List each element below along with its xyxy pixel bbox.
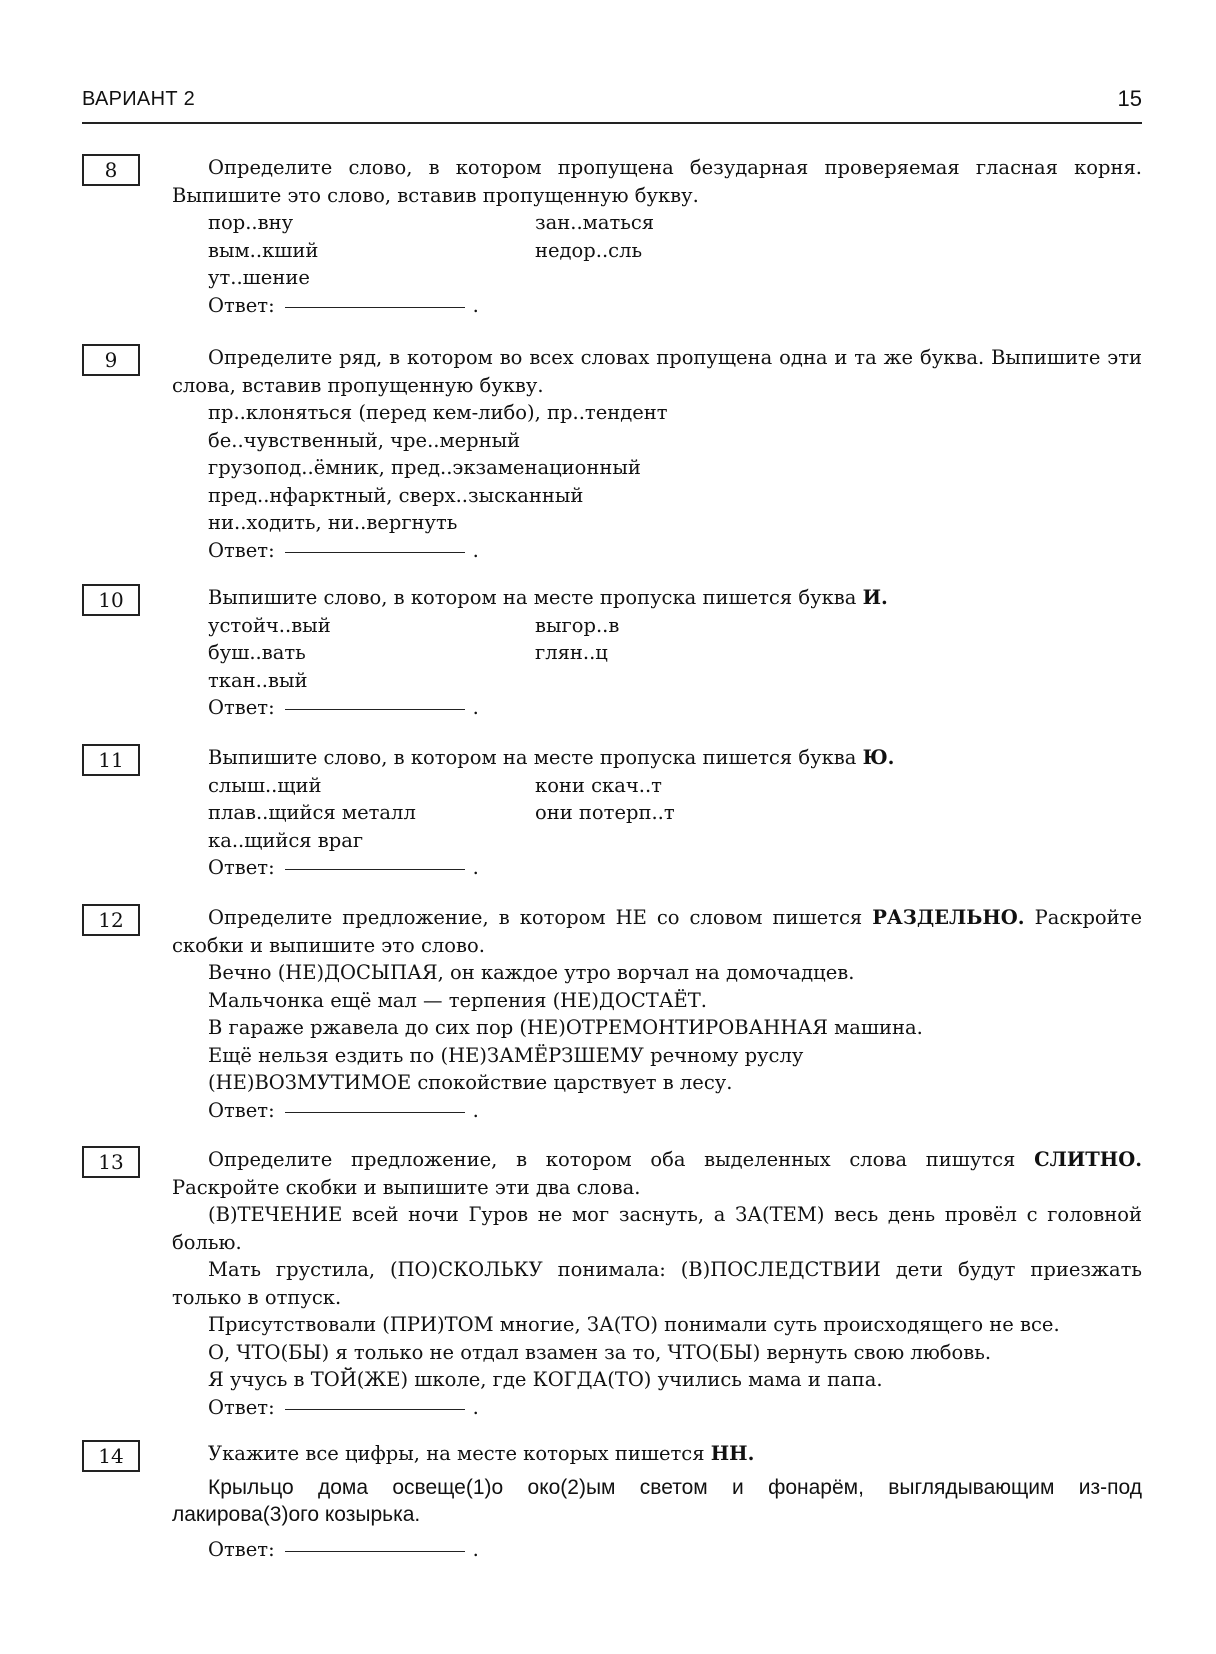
word-option: вым..кший bbox=[208, 238, 319, 262]
task-number-box: 9 bbox=[82, 344, 140, 376]
answer-label: Ответ: bbox=[208, 1537, 275, 1561]
answer-line: Ответ: . bbox=[208, 696, 479, 719]
word-option: буш..вать bbox=[208, 641, 306, 664]
answer-label: Ответ: bbox=[208, 293, 275, 317]
task-instruction: Укажите все цифры, на месте которых пишется НН. bbox=[208, 1442, 755, 1465]
task-8 bbox=[82, 154, 1142, 319]
sentence: Мальчонка ещё мал — терпения (НЕ)ДОСТАЁТ. bbox=[208, 988, 707, 1012]
task-instruction: Выпишите слово, в котором на месте пропуска пишется буква Ю. bbox=[208, 746, 895, 769]
task-13 bbox=[82, 1146, 1142, 1421]
word-options bbox=[172, 772, 1142, 855]
word-option: плав..щийся металл bbox=[208, 801, 416, 824]
word-rows bbox=[172, 399, 1142, 537]
word-row: пред..нфарктный, сверх..зысканный bbox=[208, 483, 584, 507]
answer-line: Ответ: . bbox=[208, 538, 479, 562]
keyword: РАЗДЕЛЬНО. bbox=[872, 906, 1025, 929]
keyword: СЛИТНО. bbox=[1034, 1148, 1142, 1171]
answer-line: Ответ: . bbox=[208, 1395, 479, 1419]
keyword: НН. bbox=[710, 1442, 755, 1465]
task-instruction: Определите слово, в котором пропущена безударная проверяемая гласная корня. Выпишите это слово, вставив пропущенную букву. bbox=[172, 156, 1142, 207]
word-option: кони скач..т bbox=[535, 773, 662, 797]
sentence: Я учусь в ТОЙ(ЖЕ) школе, где КОГДА(ТО) учились мама и папа. bbox=[208, 1368, 883, 1391]
answer-field[interactable] bbox=[285, 551, 465, 553]
word-option: ка..щийся враг bbox=[208, 828, 364, 852]
word-option: глян..ц bbox=[535, 641, 608, 664]
answer-field[interactable] bbox=[285, 1550, 465, 1552]
answer-field[interactable] bbox=[285, 708, 465, 710]
sentence: Вечно (НЕ)ДОСЫПАЯ, он каждое утро ворчал на домочадцев. bbox=[208, 961, 855, 984]
task-number-box: 14 bbox=[82, 1440, 140, 1472]
word-option: ут..шение bbox=[208, 266, 310, 289]
answer-label: Ответ: bbox=[208, 1395, 275, 1419]
word-option: ткан..вый bbox=[208, 668, 308, 692]
word-row: бе..чувственный, чре..мерный bbox=[208, 428, 521, 452]
task-11 bbox=[82, 744, 1142, 882]
word-option: пор..вну bbox=[208, 211, 294, 234]
word-row: пр..клоняться (перед кем-либо), пр..тендент bbox=[208, 401, 668, 424]
task-instruction: Определите ряд, в котором во всех словах пропущена одна и та же буква. Выпишите эти слова, вставив пропущенную букву. bbox=[172, 346, 1142, 397]
task-number-box: 12 bbox=[82, 904, 140, 936]
answer-line: Ответ: . bbox=[208, 1098, 479, 1122]
word-option: они потерп..т bbox=[535, 801, 675, 824]
task-sentence: Крыльцо дома освеще(1)о око(2)ым светом и фонарём, выглядывающим из-под лакирова(3)ого козырька. bbox=[172, 1475, 1142, 1526]
answer-field[interactable] bbox=[285, 868, 465, 870]
answer-field[interactable] bbox=[285, 1111, 465, 1113]
answer-line: Ответ: . bbox=[208, 856, 479, 879]
word-row: ни..ходить, ни..вергнуть bbox=[208, 511, 458, 534]
sentence: В гараже ржавела до сих пор (НЕ)ОТРЕМОНТИРОВАННАЯ машина. bbox=[208, 1016, 923, 1039]
word-row: грузопод..ёмник, пред..экзаменационный bbox=[208, 456, 641, 479]
answer-label: Ответ: bbox=[208, 538, 275, 562]
task-instruction: Определите предложение, в котором НЕ со словом пишется РАЗДЕЛЬНО. Раскройте скобки и выпишите это слово. bbox=[172, 906, 1142, 957]
sentence: Присутствовали (ПРИ)ТОМ многие, ЗА(ТО) понимали суть происходящего не все. bbox=[208, 1313, 1060, 1336]
task-14 bbox=[82, 1440, 1142, 1563]
answer-line: Ответ: . bbox=[208, 1537, 479, 1561]
sentence: Мать грустила, (ПО)СКОЛЬКУ понимала: (В)ПОСЛЕДСТВИИ дети будут приезжать только в отпуск. bbox=[172, 1258, 1142, 1309]
task-number-box: 11 bbox=[82, 744, 140, 776]
word-options bbox=[172, 612, 1142, 695]
task-instruction: Выпишите слово, в котором на месте пропуска пишется буква И. bbox=[208, 586, 888, 609]
variant-title: ВАРИАНТ 2 bbox=[82, 88, 196, 110]
task-number-box: 8 bbox=[82, 154, 140, 186]
page-header bbox=[82, 86, 1142, 124]
task-number-box: 13 bbox=[82, 1146, 140, 1178]
answer-field[interactable] bbox=[285, 1408, 465, 1410]
task-10 bbox=[82, 584, 1142, 722]
answer-field[interactable] bbox=[285, 306, 465, 308]
task-12 bbox=[82, 904, 1142, 1124]
page-number: 15 bbox=[1117, 86, 1142, 111]
word-option: устойч..вый bbox=[208, 613, 331, 637]
word-option: слыш..щий bbox=[208, 773, 322, 797]
answer-label: Ответ: bbox=[208, 1098, 275, 1122]
sentence-list bbox=[172, 959, 1142, 1097]
sentence: Ещё нельзя ездить по (НЕ)ЗАМЁРЗШЕМУ речному руслу bbox=[208, 1043, 804, 1067]
sentence: О, ЧТО(БЫ) я только не отдал взамен за то, ЧТО(БЫ) вернуть свою любовь. bbox=[208, 1340, 992, 1364]
target-letter: Ю. bbox=[862, 746, 895, 769]
answer-label: Ответ: bbox=[208, 856, 275, 879]
sentence-list bbox=[172, 1201, 1142, 1394]
task-9 bbox=[82, 344, 1142, 564]
answer-label: Ответ: bbox=[208, 696, 275, 719]
answer-line: Ответ: . bbox=[208, 293, 479, 317]
word-option: зан..маться bbox=[535, 211, 655, 234]
sentence: (В)ТЕЧЕНИЕ всей ночи Гуров не мог заснуть, а ЗА(ТЕМ) весь день провёл с головной болью. bbox=[172, 1203, 1142, 1254]
word-option: недор..сль bbox=[535, 238, 643, 262]
task-number-box: 10 bbox=[82, 584, 140, 616]
task-instruction: Определите предложение, в котором оба выделенных слова пишутся СЛИТНО. Раскройте скобки и выпишите эти два слова. bbox=[172, 1148, 1142, 1199]
sentence: (НЕ)ВОЗМУТИМОЕ спокойствие царствует в лесу. bbox=[208, 1071, 733, 1094]
word-option: выгор..в bbox=[535, 613, 620, 637]
target-letter: И. bbox=[862, 586, 888, 609]
word-options bbox=[172, 209, 1142, 292]
